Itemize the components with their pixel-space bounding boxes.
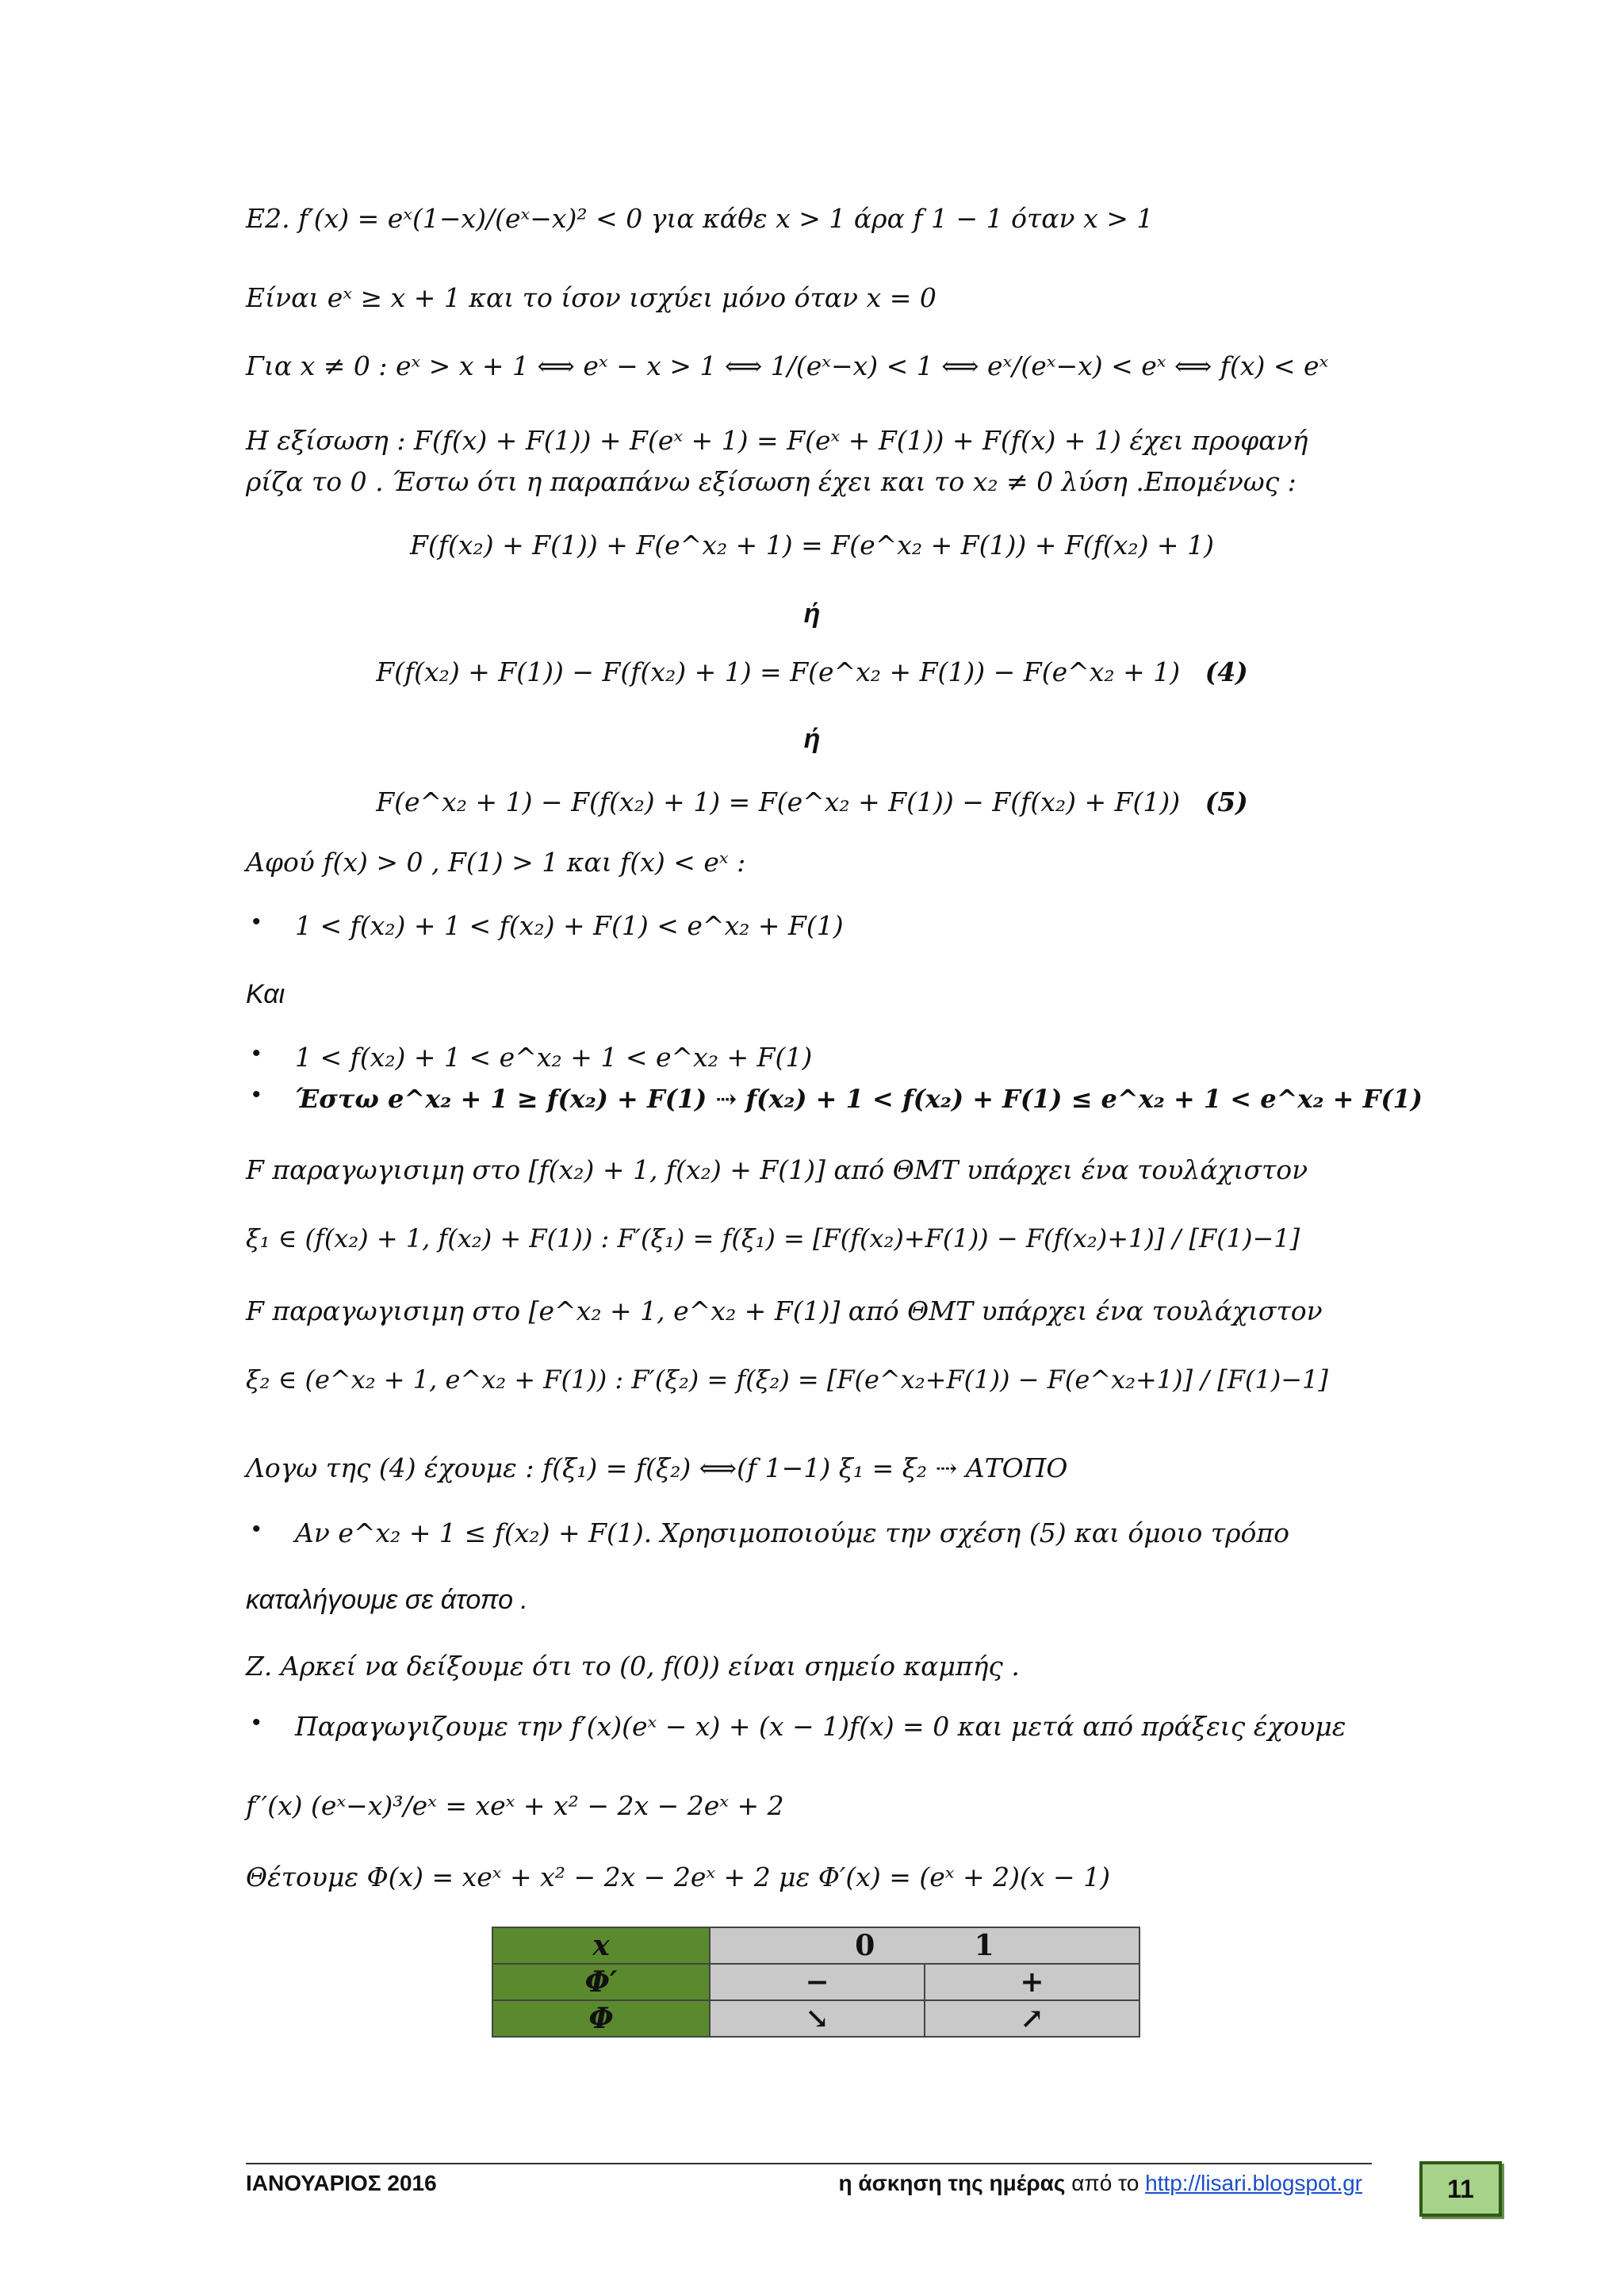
text-line: Και — [246, 979, 285, 1009]
footer-source — [839, 2171, 1362, 2196]
text-line: Η εξίσωση : F(f(x) + F(1)) + F(eˣ + 1) = F(eˣ + F(1)) + F(f(x) + 1) έχει προφανή — [246, 425, 1308, 456]
text-line: F παραγωγισιμη στο [e^x₂ + 1, e^x₂ + F(1)] από ΘΜΤ υπάρχει ένα τουλάχιστον — [246, 1295, 1323, 1326]
table-cell: ↗ — [925, 2000, 1139, 2037]
footer-date: ΙΑΝΟΥΑΡΙΟΣ 2016 — [246, 2171, 437, 2195]
text-line: Θέτουμε Φ(x) = xeˣ + x² − 2x − 2eˣ + 2 με Φ′(x) = (eˣ + 2)(x − 1) — [246, 1862, 1110, 1892]
bullet: • — [252, 1516, 261, 1542]
page-number-badge: 11 — [1419, 2161, 1502, 2217]
text-line: Για x ≠ 0 : eˣ > x + 1 ⟺ eˣ − x > 1 ⟺ 1/(eˣ−x) < 1 ⟺ eˣ/(eˣ−x) < eˣ ⟺ f(x) < eˣ — [246, 350, 1329, 381]
text-line: F παραγωγισιμη στο [f(x₂) + 1, f(x₂) + F(1)] από ΘΜΤ υπάρχει ένα τουλάχιστον — [246, 1154, 1308, 1185]
footer-divider — [246, 2163, 1372, 2164]
text-line: Αφού f(x) > 0 , F(1) > 1 και f(x) < eˣ : — [246, 847, 746, 878]
list-item: 1 < f(x₂) + 1 < e^x₂ + 1 < e^x₂ + F(1) — [295, 1042, 813, 1073]
sign-table — [492, 1927, 1140, 2038]
list-item: Παραγωγιζουμε την f′(x)(eˣ − x) + (x − 1)f(x) = 0 και μετά από πράξεις έχουμε — [295, 1711, 1346, 1742]
table-cell: + — [925, 1964, 1139, 2000]
text-line: ξ₁ ∈ (f(x₂) + 1, f(x₂) + F(1)) : F′(ξ₁) = f(ξ₁) = [F(f(x₂)+F(1)) − F(f(x₂)+1)] / [F(1)−1] — [246, 1223, 1300, 1253]
bullet: • — [252, 909, 261, 935]
equation-number: (4) — [1205, 656, 1248, 687]
text-line-e2: Ε2. f′(x) = eˣ(1−x)/(eˣ−x)² < 0 για κάθε x > 1 άρα f 1 − 1 όταν x > 1 — [246, 203, 1154, 234]
table-row — [492, 1927, 1139, 1964]
table-cell: − — [710, 1964, 925, 2000]
text-line: f′′(x) (eˣ−x)³/eˣ = xeˣ + x² − 2x − 2eˣ + 2 — [246, 1790, 784, 1821]
text-line: καταλήγουμε σε άτοπο . — [246, 1585, 528, 1615]
bullet: • — [252, 1709, 261, 1735]
table-cell: 0 1 — [710, 1927, 1139, 1964]
table-cell-label: x — [492, 1927, 710, 1964]
equation-number: (5) — [1205, 786, 1248, 817]
footer-text: από το — [1065, 2171, 1146, 2195]
table-row — [492, 2000, 1139, 2037]
text-line: ή — [803, 599, 821, 629]
bullet: • — [252, 1040, 261, 1066]
equation: F(f(x₂) + F(1)) + F(e^x₂ + 1) = F(e^x₂ + F(1)) + F(f(x₂) + 1) — [410, 530, 1214, 561]
equation-5 — [246, 785, 1378, 820]
text-line: ρίζα το 0 . Έστω ότι η παραπάνω εξίσωση έχει και το x₂ ≠ 0 λύση .Επομένως : — [246, 466, 1297, 497]
list-item: Αν e^x₂ + 1 ≤ f(x₂) + F(1). Χρησιμοποιούμε την σχέση (5) και όμοιο τρόπο — [295, 1517, 1289, 1548]
equation-body: F(f(x₂) + F(1)) − F(f(x₂) + 1) = F(e^x₂ + F(1)) − F(e^x₂ + 1) — [376, 656, 1181, 687]
equation-body: F(e^x₂ + 1) − F(f(x₂) + 1) = F(e^x₂ + F(1)) − F(f(x₂) + F(1)) — [376, 786, 1181, 817]
list-item: 1 < f(x₂) + 1 < f(x₂) + F(1) < e^x₂ + F(1) — [295, 910, 844, 941]
text-line: ή — [803, 724, 821, 754]
equation-4 — [246, 655, 1378, 690]
table-cell-label: Φ′ — [492, 1964, 710, 2000]
text-line: ξ₂ ∈ (e^x₂ + 1, e^x₂ + F(1)) : F′(ξ₂) = f(ξ₂) = [F(e^x₂+F(1)) − F(e^x₂+1)] / [F(1)−1] — [246, 1364, 1328, 1395]
table-cell: ↘ — [710, 2000, 925, 2037]
footer-title: η άσκηση της ημέρας — [838, 2171, 1066, 2195]
list-item: Έστω e^x₂ + 1 ≥ f(x₂) + F(1) ⇢ f(x₂) + 1 < f(x₂) + F(1) ≤ e^x₂ + 1 < e^x₂ + F(1) — [295, 1084, 1423, 1114]
table-row — [492, 1964, 1139, 2000]
text-line-z: Ζ. Αρκεί να δείξουμε ότι το (0, f(0)) είναι σημείο καμπής . — [246, 1651, 1020, 1682]
bullet: • — [252, 1081, 261, 1108]
text-line: Είναι eˣ ≥ x + 1 και το ίσον ισχύει μόνο όταν x = 0 — [246, 282, 936, 313]
text-line: Λογω της (4) έχουμε : f(ξ₁) = f(ξ₂) ⟺(f 1−1) ξ₁ = ξ₂ ⇢ ΑΤΟΠΟ — [246, 1452, 1068, 1483]
table-cell-label: Φ — [492, 2000, 710, 2037]
footer-link[interactable]: http://lisari.blogspot.gr — [1145, 2171, 1362, 2195]
